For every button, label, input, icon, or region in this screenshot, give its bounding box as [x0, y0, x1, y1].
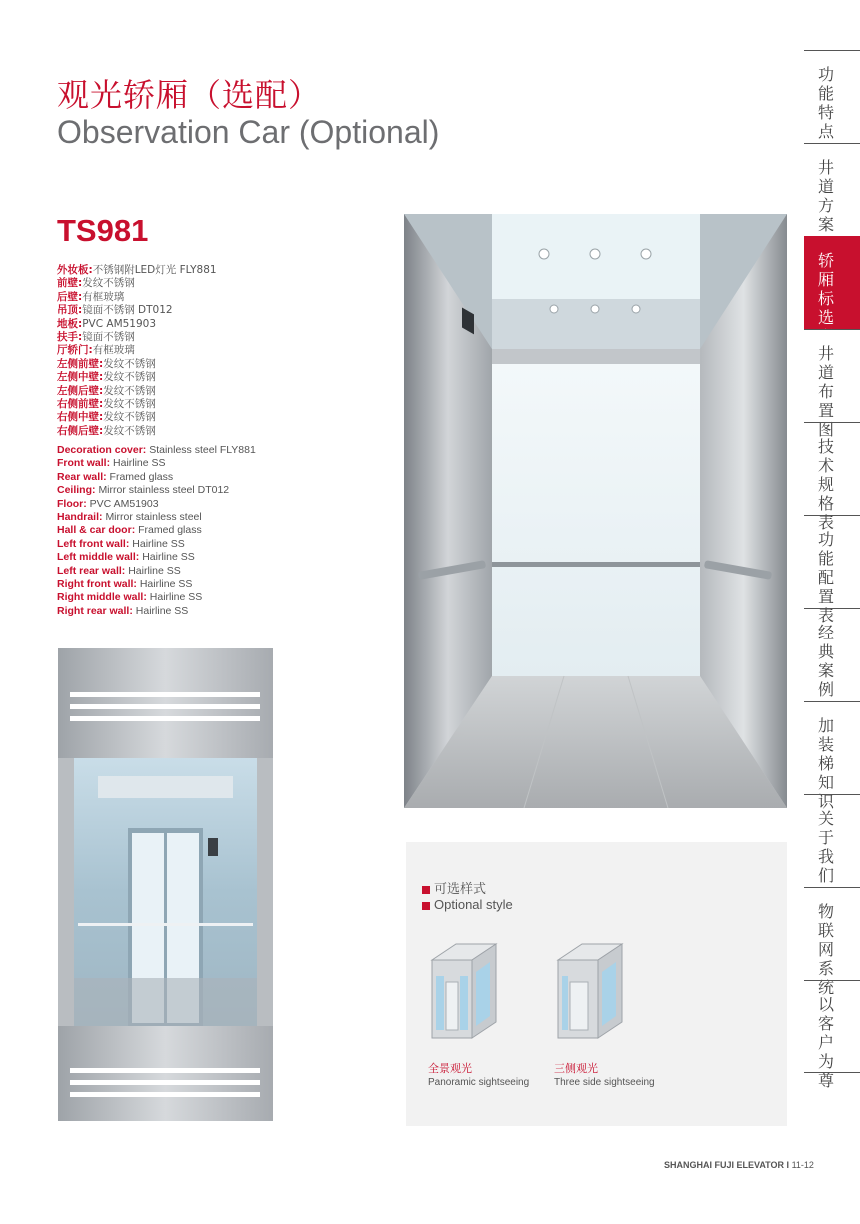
spec-value: Mirror stainless steel DT012 [98, 484, 230, 497]
page-title-en: Observation Car (Optional) [57, 114, 440, 150]
spec-value: 发纹不锈钢 [103, 371, 156, 384]
page-footer [664, 1160, 814, 1170]
footer-brand: SHANGHAI FUJI ELEVATOR [664, 1160, 785, 1170]
spec-key: 右侧前壁 [57, 398, 99, 411]
bullet-icon [422, 886, 430, 894]
spec-row: 右侧中壁:发纹不锈钢 [57, 411, 156, 424]
panoramic-car-icon [426, 942, 502, 1042]
spec-row: Left rear wall: Hairline SS [57, 564, 181, 577]
spec-row: Hall & car door: Framed glass [57, 524, 202, 537]
spec-row: 左侧前壁:发纹不锈钢 [57, 357, 156, 370]
footer-separator: I [786, 1160, 790, 1170]
tab-label: 关于我们 [818, 809, 835, 885]
tab-feature-config[interactable] [804, 515, 860, 625]
spec-row: 吊顶:镜面不锈钢 DT012 [57, 304, 173, 317]
spec-key: 吊顶 [57, 304, 78, 317]
spec-key: Left rear wall [57, 564, 122, 577]
tab-label: 以客户为尊 [818, 995, 835, 1090]
spec-key: Rear wall [57, 470, 104, 483]
light-strip [70, 716, 260, 721]
spec-value: 发纹不锈钢 [103, 411, 156, 424]
optional-style-panel [406, 842, 787, 1126]
spec-key: 左侧中壁 [57, 371, 99, 384]
light-strip [70, 1080, 260, 1085]
spec-value: Hairline SS [128, 564, 181, 577]
spec-row: 厅轿门:有框玻璃 [57, 344, 135, 357]
tab-label: 技术规格表 [818, 437, 835, 532]
spec-value: Mirror stainless steel [105, 511, 202, 524]
spec-key: Right middle wall [57, 591, 144, 604]
option-label-cn: 全景观光 [428, 1062, 472, 1075]
spec-key: 外妆板 [57, 264, 89, 276]
spec-row: 地板:PVC AM51903 [57, 317, 157, 330]
spec-value: Hairline SS [139, 578, 193, 591]
spec-value: 发纹不锈钢 [103, 424, 156, 437]
page-title-cn: 观光轿厢（选配） [57, 76, 322, 114]
spec-row: 扶手:镜面不锈钢 [57, 331, 135, 344]
spec-value: 发纹不锈钢 [103, 384, 156, 397]
tab-tech-specs[interactable] [804, 422, 860, 532]
tab-label: 井道布置图 [818, 344, 835, 439]
spec-value: 不锈钢附LED灯光 FLY881 [92, 264, 217, 276]
spec-row: Rear wall: Framed glass [57, 470, 174, 483]
spec-value: Stainless steel FLY881 [149, 444, 256, 456]
light-strip [70, 704, 260, 709]
light-strip [70, 1092, 260, 1097]
optional-style-title-cn: 可选样式 [422, 878, 486, 897]
spec-value: Hairline SS [135, 604, 189, 617]
spec-value: 镜面不锈钢 DT012 [82, 304, 173, 317]
tab-iot[interactable] [804, 887, 860, 997]
tab-label: 功能特点 [818, 65, 835, 141]
spec-key: Front wall [57, 457, 107, 470]
cabin-interior-image [404, 214, 787, 808]
spec-key: 右侧后壁 [57, 424, 99, 437]
side-nav [804, 50, 860, 1090]
spec-key: Handrail [57, 511, 100, 524]
spec-row: 右侧后壁:发纹不锈钢 [57, 424, 156, 437]
spec-list-cn [57, 264, 297, 438]
option-label-en: Three side sightseeing [554, 1077, 655, 1088]
spec-value: 镜面不锈钢 [82, 331, 135, 344]
spec-value: Hairline SS [132, 537, 185, 550]
spec-key: Right rear wall [57, 604, 130, 617]
tab-label: 加装梯知识 [818, 716, 835, 811]
tab-label: 井道方案 [818, 158, 835, 234]
tab-label: 轿厢标选配 [818, 251, 835, 346]
bullet-icon [422, 902, 430, 910]
light-strip [70, 1068, 260, 1073]
spec-value: PVC AM51903 [82, 317, 157, 330]
spec-row: 前壁:发纹不锈钢 [57, 277, 135, 290]
spec-value: 发纹不锈钢 [82, 277, 135, 290]
spec-row: Handrail: Mirror stainless steel [57, 511, 202, 524]
spec-key: Ceiling [57, 484, 93, 497]
spec-key: 扶手 [57, 331, 78, 344]
spec-row: Right front wall: Hairline SS [57, 578, 193, 591]
spec-key: 前壁 [57, 277, 78, 290]
spec-row: Left front wall: Hairline SS [57, 537, 185, 550]
spec-key: 左侧前壁 [57, 357, 99, 370]
spec-row: Left middle wall: Hairline SS [57, 551, 195, 564]
tab-features[interactable] [804, 50, 860, 143]
tab-retrofit[interactable] [804, 701, 860, 811]
spec-value: Hairline SS [113, 457, 166, 470]
spec-key: Left front wall [57, 537, 126, 550]
observation-car-image [58, 648, 273, 1121]
option-label-cn: 三侧观光 [554, 1062, 598, 1075]
spec-row: Decoration cover: Stainless steel FLY881 [57, 444, 256, 456]
light-strip [70, 692, 260, 697]
spec-value: Framed glass [138, 524, 202, 537]
spec-row: Right rear wall: Hairline SS [57, 604, 189, 617]
spec-key: 后壁 [57, 290, 78, 303]
tab-label: 经典案例 [818, 623, 835, 699]
spec-key: 右侧中壁 [57, 411, 99, 424]
page-number: 11-12 [791, 1160, 814, 1170]
spec-row: Front wall: Hairline SS [57, 457, 166, 470]
spec-row: 左侧中壁:发纹不锈钢 [57, 371, 156, 384]
spec-value: Hairline SS [149, 591, 203, 604]
spec-value: 发纹不锈钢 [103, 357, 156, 370]
tab-label: 功能配置表 [818, 530, 835, 625]
model-name: TS981 [57, 213, 149, 248]
spec-value: PVC AM51903 [89, 497, 159, 510]
spec-value: Hairline SS [142, 551, 195, 564]
spec-row: Ceiling: Mirror stainless steel DT012 [57, 484, 230, 497]
spec-key: 左侧后壁 [57, 384, 99, 397]
spec-key: Right front wall [57, 578, 134, 591]
spec-key: Floor [57, 497, 84, 510]
spec-value: Framed glass [109, 470, 174, 483]
spec-list-en [57, 444, 317, 618]
spec-key: 厅轿门 [57, 344, 89, 357]
spec-row: 右侧前壁:发纹不锈钢 [57, 398, 156, 411]
spec-key: Hall & car door [57, 524, 132, 537]
spec-value: 有框玻璃 [82, 290, 125, 303]
three-side-car-icon [552, 942, 628, 1042]
spec-key: Left middle wall [57, 551, 136, 564]
spec-row: 左侧后壁:发纹不锈钢 [57, 384, 156, 397]
spec-value: 有框玻璃 [92, 344, 135, 357]
spec-row: 外妆板:不锈钢附LED灯光 FLY881 [57, 264, 217, 276]
spec-key: Decoration cover [57, 444, 143, 456]
tab-car-options[interactable] [804, 236, 860, 346]
tab-shaft-plan[interactable] [804, 143, 860, 236]
tab-cases[interactable] [804, 608, 860, 701]
spec-value: 发纹不锈钢 [103, 398, 156, 411]
tab-shaft-layout[interactable] [804, 329, 860, 439]
option-label-en: Panoramic sightseeing [428, 1077, 530, 1088]
spec-row: Floor: PVC AM51903 [57, 497, 159, 510]
tab-label: 物联网系统 [818, 902, 835, 997]
spec-row: Right middle wall: Hairline SS [57, 591, 203, 604]
tab-about[interactable] [804, 794, 860, 887]
spec-row: 后壁:有框玻璃 [57, 290, 125, 303]
optional-style-title-en: Optional style [422, 897, 513, 912]
tab-customer[interactable] [804, 980, 860, 1090]
spec-key: 地板 [57, 317, 78, 330]
